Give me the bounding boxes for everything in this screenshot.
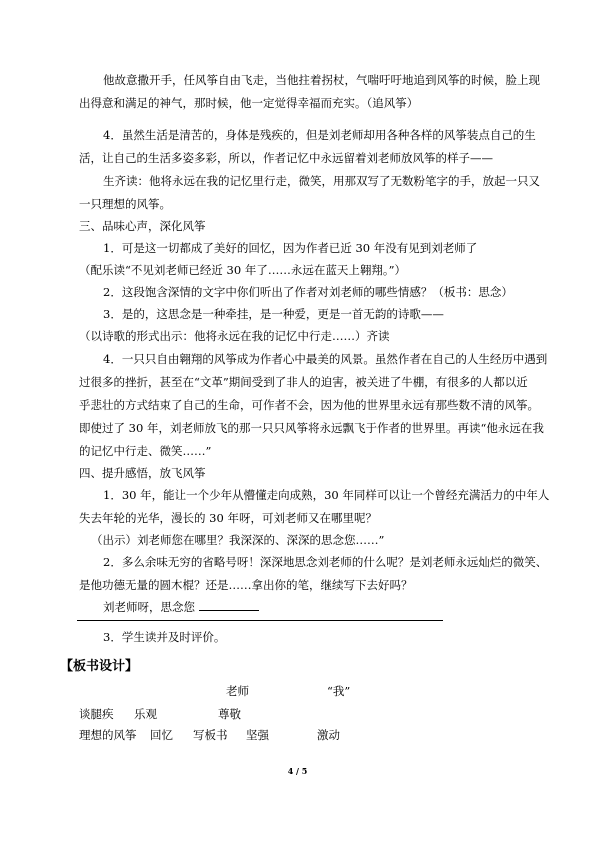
paragraph-line: 是他功德无量的圆木棍？还是……拿出你的笔，继续写下去好吗？ xyxy=(79,578,413,592)
paragraph-line: 一只理想的风筝。 xyxy=(79,197,171,211)
paragraph-line: （出示）刘老师您在哪里？我深深的、深深的思念您……” xyxy=(91,533,385,547)
fill-in-prompt: 刘老师呀，思念您 xyxy=(103,600,195,614)
paragraph-line: 乎悲壮的方式结束了自己的生命，可作者不会，因为他的世界里永远有那些数不清的风筝。 xyxy=(79,398,539,412)
paragraph-line: 3．学生读并及时评价。 xyxy=(103,630,226,644)
answer-rule xyxy=(77,620,443,621)
board-teacher: 老师 xyxy=(226,684,249,698)
section-heading: 三、品味心声，深化风筝 xyxy=(79,219,206,233)
section-heading: 四、提升感悟，放飞风筝 xyxy=(79,466,206,480)
paragraph-line: 生齐读：他将永远在我的记忆里行走，微笑，用那双写了无数粉笔字的手，放起一只又 xyxy=(103,174,540,188)
board-ideal-kite: 理想的风筝 xyxy=(79,728,137,742)
board-excited: 激动 xyxy=(317,728,340,742)
paragraph-line: 他故意撒开手，任风筝自由飞走，当他拄着拐杖，气喘吁吁地追到风筝的时候，脸上现 xyxy=(103,73,540,87)
board-optimistic: 乐观 xyxy=(134,707,157,721)
fill-in-line xyxy=(103,600,259,614)
paragraph-line: 出得意和满足的神气，那时候，他一定觉得幸福而充实。（追风筝） xyxy=(79,96,419,110)
paragraph-line: 4．一只只自由翱翔的风筝成为作者心中最美的风景。虽然作者在自己的人生经历中遇到 xyxy=(103,352,548,366)
board-recall: 回忆 xyxy=(150,728,173,742)
paragraph-line: （以诗歌的形式出示：他将永远在我的记忆中行走……）齐读 xyxy=(79,329,390,343)
paragraph-line: 1．30 年，能让一个少年从懵懂走向成熟，30 年同样可以让一个曾经充满活力的中年人 xyxy=(103,488,550,502)
page-number: 4 / 5 xyxy=(287,766,308,776)
answer-blank xyxy=(199,600,259,611)
paragraph-line: 4．虽然生活是清苦的，身体是残疾的，但是刘老师却用各种各样的风筝装点自己的生 xyxy=(103,128,536,142)
paragraph-line: 即使过了 30 年，刘老师放飞的那一只只风筝将永远飘飞于作者的世界里。再读“他永远在我 xyxy=(79,421,544,435)
paragraph-line: 3．是的，这思念是一种牵挂，是一种爱，更是一首无韵的诗歌—— xyxy=(103,307,444,321)
paragraph-line: （配乐读“不见刘老师已经近 30 年了……永远在蓝天上翱翔。”） xyxy=(79,263,406,277)
board-design-heading: 【板书设计】 xyxy=(60,659,139,674)
board-respect: 尊敬 xyxy=(218,707,241,721)
paragraph-line: 的记忆中行走、微笑……” xyxy=(79,444,212,458)
paragraph-line: 1．可是这一切都成了美好的回忆，因为作者已近 30 年没有见到刘老师了 xyxy=(103,241,478,255)
paragraph-line: 失去年轮的光华，漫长的 30 年呀，可刘老师又在哪里呢？ xyxy=(79,511,377,525)
paragraph-line: 2．这段饱含深情的文字中你们听出了作者对刘老师的哪些情感？（板书：思念） xyxy=(103,285,513,299)
board-writing: 写板书 xyxy=(193,728,228,742)
board-me: “我” xyxy=(327,684,351,698)
board-leg-illness: 谈腿疾 xyxy=(79,707,114,721)
paragraph-line: 活，让自己的生活多姿多彩，所以，作者记忆中永远留着刘老师放风筝的样子—— xyxy=(79,151,493,165)
paragraph-line: 2．多么余味无穷的省略号呀！深深地思念刘老师的什么呢？是刘老师永远灿烂的微笑、 xyxy=(103,555,548,569)
paragraph-line: 过很多的挫折，甚至在“文革”期间受到了非人的迫害，被关进了牛棚，有很多的人都以近 xyxy=(79,375,528,389)
board-strong: 坚强 xyxy=(246,728,269,742)
